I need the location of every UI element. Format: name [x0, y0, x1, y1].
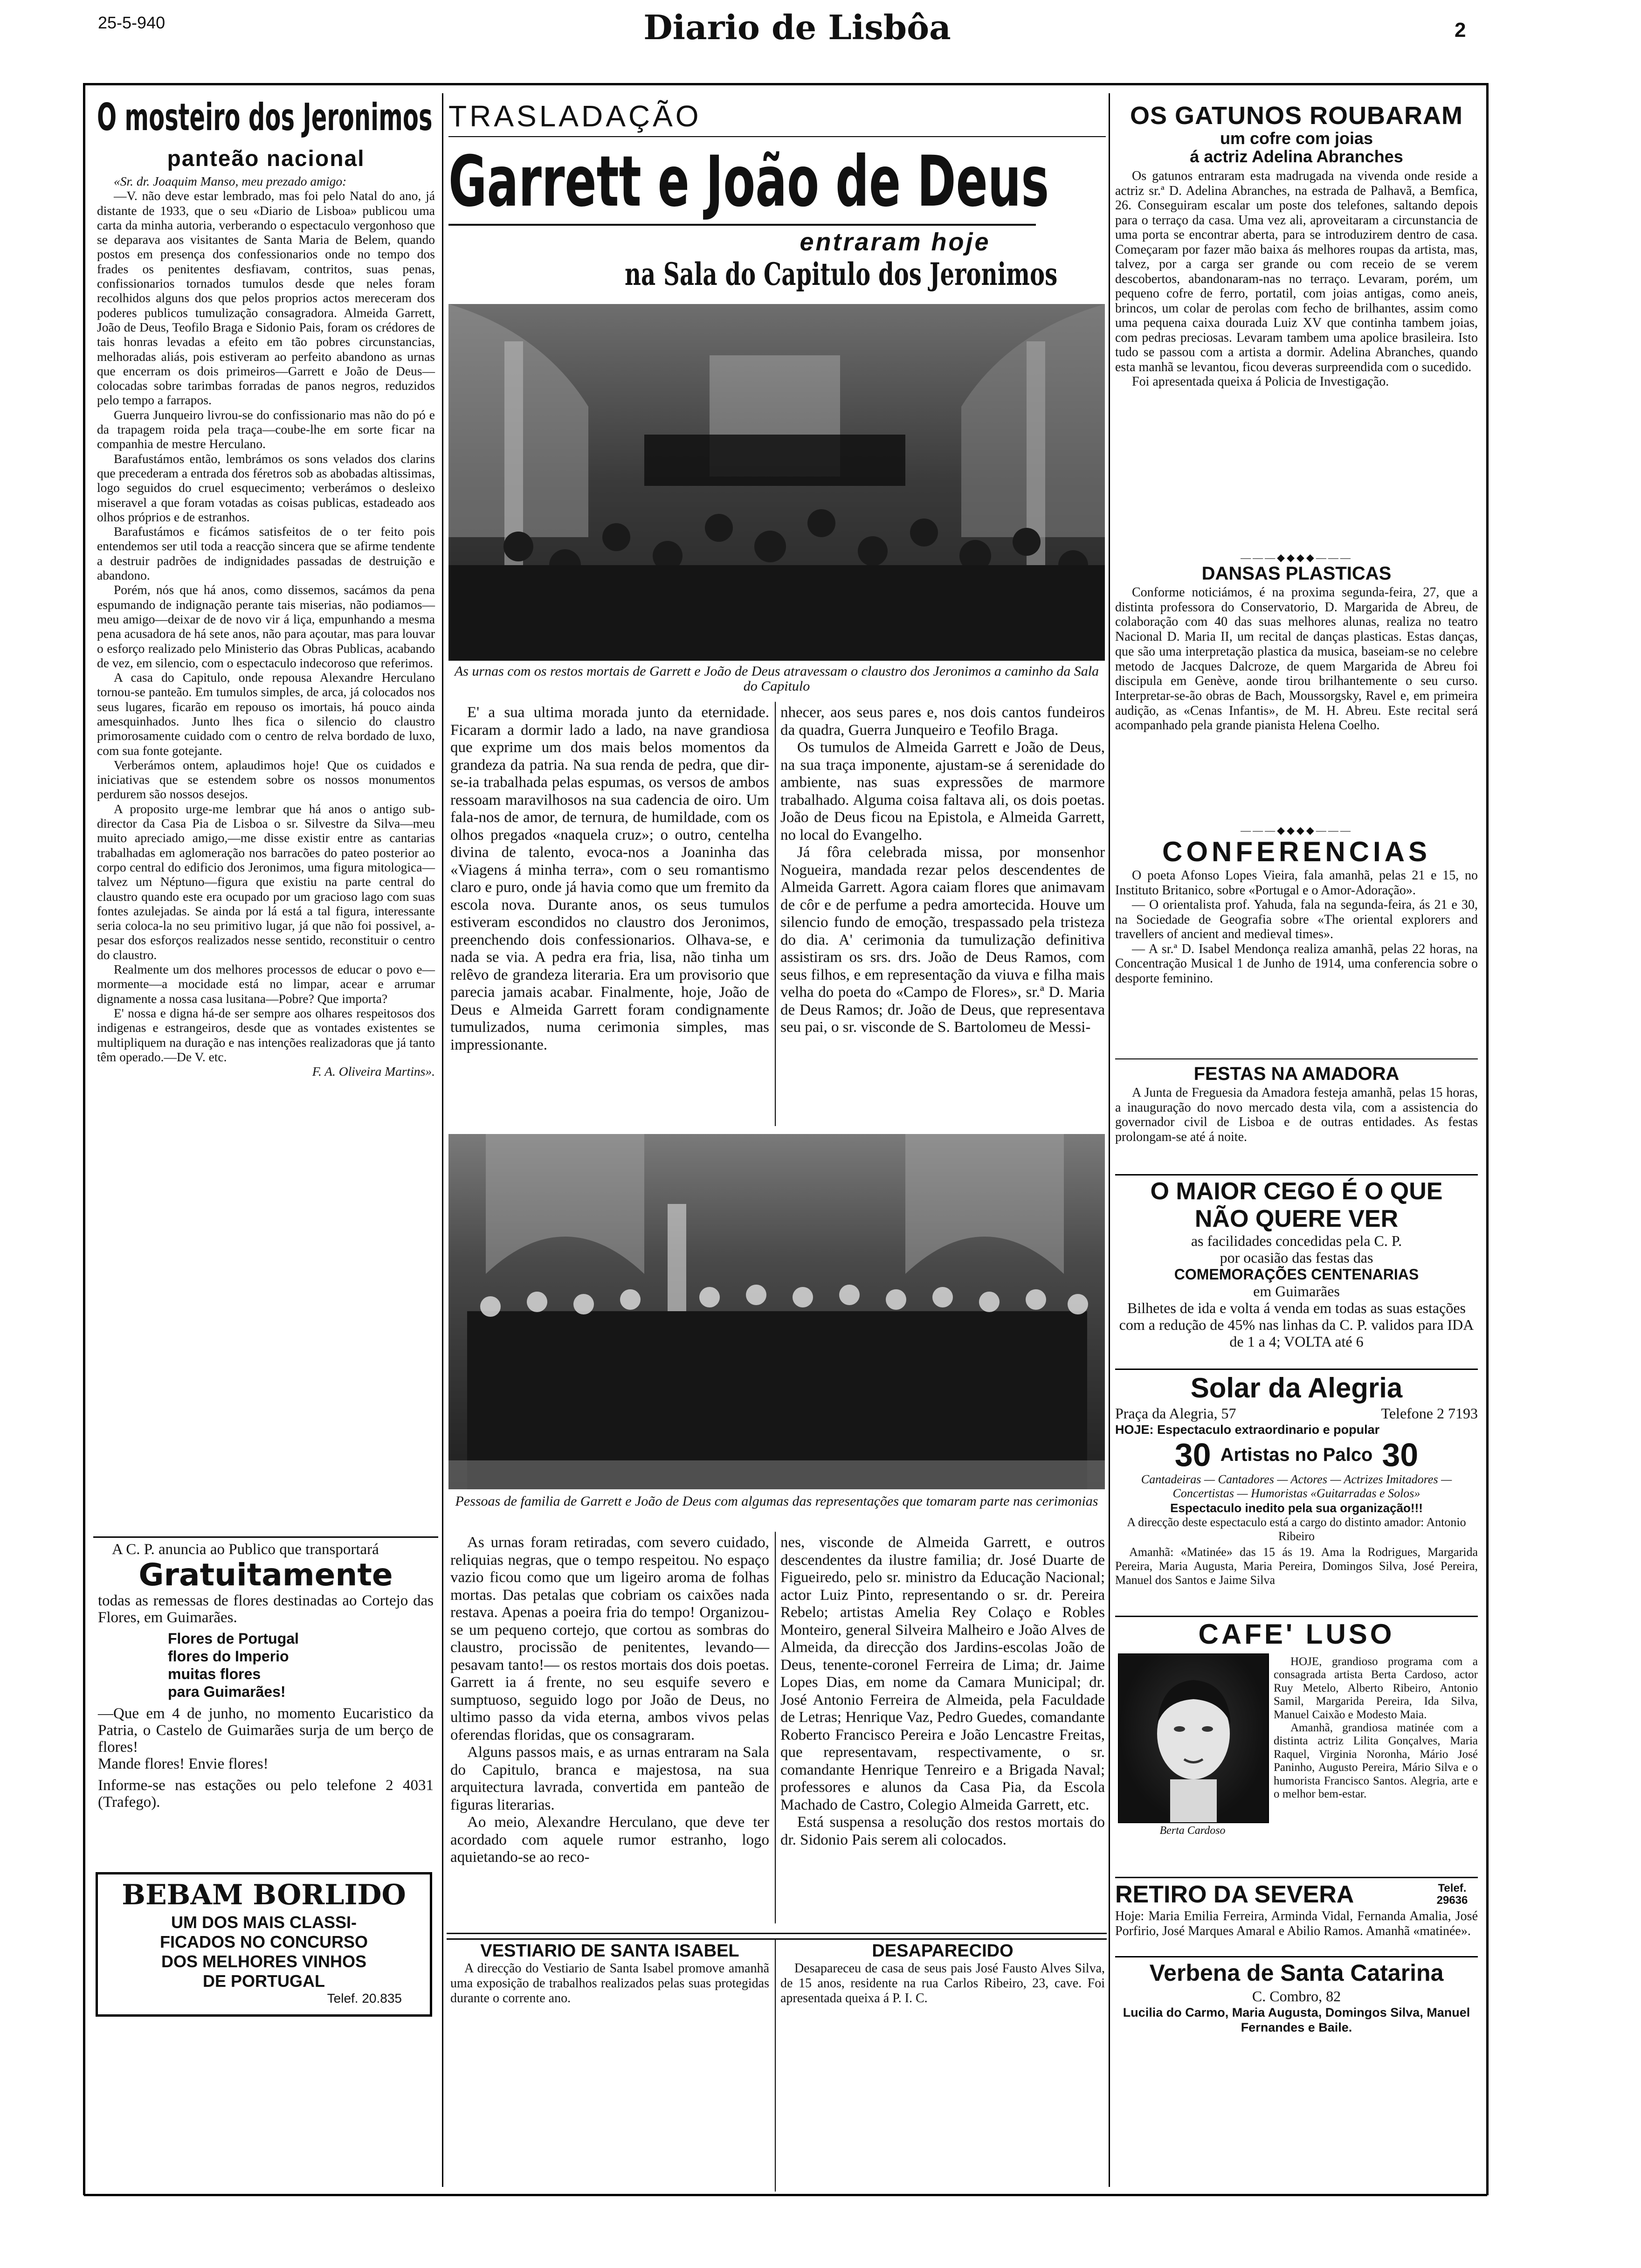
verbena-ad — [1115, 1958, 1478, 2035]
borlido-title: BEBAM BORLIDO — [122, 1879, 406, 1911]
luso-portrait-image — [1119, 1654, 1268, 1822]
caption-1: As urnas com os restos mortais de Garrett e João de Deus atravessam o claustro dos Jeronimos a caminho da Sala do Capitulo — [454, 664, 1099, 694]
mosteiro-paragraph: E' nossa e digna há-de ser sempre aos olhares respeitosos dos indigenas e estrangeiros, desde que as vontades existentes se multipliquem na duração e nas intenções realizadoras que já tanto têm operado.—De V. etc. — [97, 1005, 435, 1064]
luso-paragraph: HOJE, grandioso programa com a consagrada artista Berta Cardoso, actor Ruy Metelo, Alberto Ribeiro, Antonio Samil, Margarida Pereira, Ida Silva, Manuel Caixão e Modesto Maia. — [1274, 1655, 1478, 1721]
mosteiro-paragraph: Barafustámos e ficámos satisfeitos de o ter feito pois entendemos ser util toda a reacção sincera que se afirme tendente a destruir padrões de indignidades passadas de destruição e abandono. — [97, 524, 435, 583]
flores-line: muitas flores — [168, 1666, 261, 1682]
solar-inedito: Espectaculo inedito pela sua organização!!! — [1170, 1501, 1423, 1515]
column-rule-2 — [1109, 93, 1110, 2187]
mosteiro-headline: O mosteiro dos Jeronimos — [97, 96, 433, 139]
luso-paragraph: Amanhã, grandiosa matinée com a distinta actriz Lilita Gonçalves, Maria Raquel, Virginia Noronha, Mário José Paninho, Augusto Pereira, Mário Silva e o humorista Francisco Santos. Alegria, arte e o melhor bem-estar. — [1274, 1722, 1478, 1801]
solar-tel: Telefone 2 7193 — [1381, 1405, 1478, 1422]
right-divider — [1115, 1877, 1478, 1878]
conferencias-paragraph: — A sr.ª D. Isabel Mendonça realiza amanhã, pelas 22 horas, na Concentração Musical 1 de Junho de 1914, uma conferencia sobre o desporte feminino. — [1115, 941, 1478, 986]
borlido-line: FICADOS NO CONCURSO — [159, 1932, 368, 1951]
right-divider — [1115, 1369, 1478, 1370]
solar-title: Solar da Alegria — [1190, 1372, 1403, 1404]
ornament-divider: ———◆◆◆◆——— — [1241, 824, 1352, 836]
flores-big: Gratuitamente — [138, 1557, 393, 1593]
severa-tel: Telef. 29636 — [1436, 1882, 1468, 1907]
flores-text3: Mande flores! Envie flores! — [98, 1756, 269, 1772]
borlido-tel: Telef. 20.835 — [327, 1991, 402, 2005]
amadora-article — [1115, 1062, 1478, 1144]
cego-l7: Bilhetes de ida e volta á venda em todas as suas estações com a redução de 45% nas linhas da C. P. validos para IDA de 1 a 4; VOLTA até 6 — [1119, 1300, 1474, 1350]
flores-line: flores do Imperio — [168, 1648, 289, 1665]
cego-ad — [1115, 1177, 1478, 1350]
mosteiro-paragraph: Realmente um dos melhores processos de educar o povo e—mormente—a mocidade está no limpar, acear e arrumar dignamente a nossa casa lusitana—Pobre? Que importa? — [97, 962, 435, 1006]
bottom-col-rule — [775, 1940, 776, 2192]
flores-ad — [98, 1541, 434, 1811]
lead-paragraph: Está suspensa a resolução dos restos mortais do dr. Sidonio Pais serem ali colocados. — [780, 1814, 1105, 1848]
lead-paragraph: Ao meio, Alexandre Herculano, que deve ter acordado com aquele rumor estranho, logo aquietando-se ao reco- — [450, 1814, 769, 1866]
solar-address: Praça da Alegria, 57 — [1115, 1405, 1236, 1422]
dansas-article — [1115, 562, 1478, 733]
mosteiro-subhead: panteão nacional — [167, 146, 365, 171]
mosteiro-paragraph: —V. não deve estar lembrado, mas foi pelo Natal do ano, já distante de 1933, que o seu «Diario de Lisboa» publicou uma carta da minha autoria, verberando o espectaculo vergonhoso que se deparava aos visitantes de Santa Maria de Belem, quando postos em presença dos confessionarios onde no tempo dos frades os penitentes desfiavam, contritos, suas penas, confissionarios tornados tumulos desde que neles foram recolhidos alguns dos que pelos proprios actos mereceram dos poderes publicos tumulização consagradora. Almeida Garrett, João de Deus, Teofilo Braga e Sidonio Pais, foram os crédores de tais honras levadas a efeito em tão pobres circunstancias, melhoradas aliás, pois estiveram ao perfeito abandono as urnas que encerram os dois primeiros—Garrett e João de Deus—colocadas sobre tarimbas forradas de panos negros, reduzidos pelo tempo a farrapos. — [97, 188, 435, 408]
luso-title: CAFE' LUSO — [1198, 1618, 1395, 1650]
solar-artistas: Artistas no Palco — [1220, 1444, 1373, 1465]
dansas-text: Conforme noticiámos, é na proxima segunda-feira, 27, que a distinta professora do Conservatorio, D. Margarida de Abreu, de colaboração com 40 das suas melhores alunas, realiza no teatro Nacional D. Maria II, um recital de danças plasticas. Estas danças, que são uma interpretação plastica da musica, baseiam-se no celebre metodo de Jacques Dalcroze, de quem Margarida de Abreu foi discipula em Genève, aonde tirou brilhantemente o seu curso. Interpretar-se-ão obras de Bach, Moussorgsky, Ravel e, em primeira audição, as «Cenas Infantis», de M. H. Abreu. Este recital será acompanhado pela grande pianista Helena Coelho. — [1115, 585, 1478, 733]
photo-family-group — [448, 1134, 1105, 1489]
lead-paragraph: As urnas foram retiradas, com severo cuidado, reliquias negras, que o tempo respeitou. No espaço vazio ficou como que um ligeiro aroma de folhas mortas. Das petalas que cobriam os caixões nada restava. Apenas a poeira fria do tempo! Organizou-se um pequeno cortejo, que cortou as sombras do claustro, procissão de penitentes, levando—pesavam tanto!— os restos mortais dos dois poetas. Garrett ia á frente, no seu esquife severo e sumptuoso, seguido logo por João de Deus, no ultimo passo da vida eterna, ambos vivos pelas oferendas floridas, que os consagraram. — [450, 1534, 769, 1743]
ornament-divider: ———◆◆◆◆——— — [1241, 552, 1352, 563]
frame-left — [83, 83, 85, 2195]
verbena-address: C. Combro, 82 — [1252, 1988, 1341, 2005]
cego-l6: em Guimarães — [1253, 1283, 1340, 1300]
cego-line2: NÃO QUERE VER — [1194, 1205, 1399, 1232]
mosteiro-paragraph: Verberámos ontem, aplaudimos hoje! Que os cuidados e iniciativas que se estendem sobre os nossos monumentos perdurem são nossos desejos. — [97, 757, 435, 802]
verbena-title: Verbena de Santa Catarina — [1149, 1960, 1444, 1986]
vestiario-item — [450, 1941, 769, 2006]
cego-line1: O MAIOR CEGO É O QUE — [1150, 1178, 1443, 1205]
lead-sub1: entraram hoje — [800, 228, 991, 256]
lead-headline: Garrett e João de Deus — [448, 141, 1049, 222]
borlido-line: DE PORTUGAL — [202, 1971, 325, 1991]
borlido-line: DOS MELHORES VINHOS — [161, 1952, 367, 1971]
solar-amanha: Amanhã: «Matinée» das 15 ás 19. Ama la Rodrigues, Margarida Pereira, Maria Augusta, Maria Pereira, Domingos Silva, José Pereira, Manuel dos Santos e Jaime Silva — [1115, 1545, 1478, 1587]
bottom-double-rule — [447, 1933, 1107, 1940]
dansas-title: DANSAS PLASTICAS — [1201, 563, 1392, 584]
amadora-title: FESTAS NA AMADORA — [1193, 1064, 1400, 1084]
gatunos-article — [1115, 102, 1478, 389]
gatunos-paragraph: Foi apresentada queixa á Policia de Investigação. — [1132, 374, 1389, 389]
solar-number: 30 — [1174, 1437, 1211, 1473]
solar-hoje: HOJE: Espectaculo extraordinario e popular — [1115, 1423, 1380, 1437]
conferencias-title: CONFERENCIAS — [1162, 836, 1431, 867]
cego-l3: as facilidades concedidas pela C. P. — [1191, 1232, 1402, 1249]
mosteiro-paragraph: A casa do Capitulo, onde repousa Alexandre Herculano tornou-se panteão. Em tumulos simples, de arca, já colocados nos seus lugares, ficarão em repouso os imortais, há pouco ainda amesquinhados. Junto lhes fica o silencio do claustro primorosamente cuidado com o centro de relva bordado de luxo, com sua fonte gotejante. — [97, 670, 435, 758]
mosteiro-body — [97, 174, 435, 1079]
cego-l4: por ocasião das festas das — [1220, 1249, 1373, 1266]
lead-paragraph: Alguns passos mais, e as urnas entraram na Sala do Capitulo, branca e majestosa, na sua arquitectura lavrada, convertida em panteão de figuras literarias. — [450, 1744, 769, 1813]
luso-text — [1274, 1655, 1478, 1801]
lead-sub2: na Sala do Capitulo dos Jeronimos — [625, 256, 1058, 292]
lead-paragraph: Já fôra celebrada missa, por monsenhor Nogueira, mandada rezar pelos descendentes de Almeida Garrett. Agora caiam flores que animavam de côr e de perfume a pedra amortecida. Houve um silencio fundo de emoção, trespassado pela tristeza do dia. A' cerimonia da tumulização definitiva assistiram os srs. drs. João de Deus Ramos, com seus filhos, e em representação da viuva e filha mais velha do poeta do «Campo de Flores», sr.ª D. Maria de Deus Ramos; dr. João de Deus, que representava seu pai, o sr. visconde de S. Bartolomeu de Messi- — [780, 844, 1105, 1036]
cego-l5: COMEMORAÇÕES CENTENARIAS — [1174, 1266, 1419, 1283]
gatunos-sub2: á actriz Adelina Abranches — [1190, 147, 1403, 166]
flores-intro: A C. P. anuncia ao Publico que transportará — [112, 1541, 379, 1558]
desaparecido-title: DESAPARECIDO — [872, 1941, 1014, 1961]
borlido-ad — [96, 1872, 432, 2017]
vestiario-text: A direcção do Vestiario de Santa Isabel promove amanhã uma exposição de trabalhos realizados pelas suas protegidas durante o corrente ano. — [450, 1961, 769, 2005]
mosteiro-paragraph: Porém, nós que há anos, como dissemos, sacámos da pena espumando de indignação perante tais miserias, não podiamos—meu amigo—deixar de de novo vir á liça, empunhando a mesma pena acusadora de há sete anos, não para açoutar, mas para louvar o esforço realizado pelo Ministerio das Obras Publicas, acabando de vez, em silencio, com o espectaculo indecoroso que referimos. — [97, 582, 435, 670]
photo-cloister-image — [448, 304, 1105, 661]
lead-paragraph: Os tumulos de Almeida Garrett e João de Deus, na sua traça imponente, ajustam-se á serenidade do ambiente, nas suas expressões de marmore trabalhado. Alguma coisa faltava ali, os dois poetas. João de Deus ficou na Epistola, e Almeida Garrett, no local do Evangelho. — [780, 739, 1105, 844]
lead-paragraph: E' a sua ultima morada junto da eternidade. Ficaram a dormir lado a lado, na nave grandiosa que exprime um dos mais belos momentos da grandeza da patria. Na sua renda de pedra, que dir-se-ia trabalhada pelas espumas, os versos de ambos ressoam maravilhosos na sua cadencia de oiro. Um fala-nos de amor, de ternura, de humildade, com os olhos pregados «naquela cruz»; o outro, centelha divina de talento, evoca-nos a Joaninha das «Viagens á minha terra», com o seu romantismo claro e puro, onde já havia como que um fremito da escola nova. Durante anos, os seus tumulos estiveram escondidos no claustro dos Jeronimos, preenchendo dois confessionarios. Olhava-se, e nada se via. A pedra era fria, lisa, não tinha um relêvo de grandeza literaria. Era um provisorio que parecia jamais acabar. Finalmente, hoje, João de Deus e Almeida Garrett foram condignamente tumulizados, numa cerimonia simples, mas impressionante. — [450, 704, 769, 1053]
conferencias-paragraph: — O orientalista prof. Yahuda, fala na segunda-feira, ás 21 e 30, na Sociedade de Geografia sobre «The oriental explorers and travellers of ancient and medieval times». — [1115, 898, 1478, 941]
right-divider — [1115, 1616, 1478, 1617]
flores-line: para Guimarães! — [168, 1683, 286, 1700]
right-divider — [1115, 1174, 1478, 1175]
mosteiro-article — [97, 96, 435, 1079]
mosteiro-paragraph: Guerra Junqueiro livrou-se do confissionario mas não do pó e da trapagem roida pela traça—coube-lhe em sorte ficar na companhia de mestre Herculano. — [97, 407, 435, 451]
luso-ad — [1115, 1618, 1478, 1870]
mosteiro-paragraph: A proposito urge-me lembrar que há anos o antigo sub-director da Casa Pia de Lisboa o sr. Silvestre da Silva—meu muito apreciado amigo,—me disse existir entre as cantarias trabalhadas em aglomeração nos barracões do pateo posterior ao corpo central do edificio dos Jeronimos, uma figura mitologica—talvez um Néptuno—figura que existiu na parte central do claustro quando este era ocupado por um gracioso lago com suas fontes azulejadas. Se ainda por lá está a tal figura, interessante seria coloca-la no seu primitivo lugar, já que não foi possivel, a-pesar dos esforços realizados nesse sentido, reconstituir o centro do claustro. — [97, 801, 435, 962]
gatunos-sub1: um cofre com joias — [1220, 129, 1373, 148]
flores-text4: Informe-se nas estações ou pelo telefone 2 4031 (Trafego). — [98, 1777, 434, 1811]
frame-right — [1486, 83, 1489, 2195]
right-divider — [1115, 1956, 1478, 1957]
conferencias-article — [1115, 836, 1478, 986]
gatunos-title: OS GATUNOS ROUBARAM — [1130, 102, 1463, 130]
masthead-title: Diario de Lisbôa — [643, 7, 951, 47]
flores-lines — [98, 1630, 434, 1701]
gatunos-paragraph: Os gatunos entraram esta madrugada na vivenda onde reside a actriz sr.ª D. Adelina Abranches, na estrada de Palhavã, a Bemfica, 26. Conseguiram escalar um poste dos telefones, saltando depois para o terraço da casa. Uma vez ali, aproveitaram a circunstancia de uma porta se encontrar aberta, para se introduzirem dentro de casa. Começaram por fazer mão baixa ás melhores roupas da artista, mas, talvez, por a carga ser grande ou com receio de se verem descobertos, abandonaram-nas no terraço. Levaram, porém, um pequeno cofre de ferro, portatil, com joias antigas, como aneis, brincos, um colar de perolas com fecho de brilhantes, assim como uma pequena caixa dourada Luiz XV que continha tambem joias, com pedras preciosas. Levaram tambem uma apolice brasileira. Isto tudo se passou com a artista a dormir. Adelina Abranches, quando esta manhã se levantou, ficou deveras surpreendida com o sucedido. — [1115, 169, 1478, 374]
lead-col-rule — [775, 1532, 776, 1923]
lead-col1 — [450, 704, 769, 1054]
desaparecido-item — [780, 1941, 1105, 2006]
masthead-date: 25-5-940 — [98, 13, 165, 32]
flores-text2: —Que em 4 de junho, no momento Eucaristico da Patria, o Castelo de Guimarães surja de um berço de flores! — [98, 1705, 434, 1756]
mosteiro-signature: F. A. Oliveira Martins». — [312, 1064, 435, 1079]
mosteiro-salutation: «Sr. dr. Joaquim Manso, meu prezado amigo: — [114, 174, 347, 188]
photo-family-image — [448, 1134, 1105, 1489]
frame-bottom — [84, 2194, 1487, 2196]
lead-col-rule — [775, 702, 776, 1126]
flores-text: todas as remessas de flores destinadas ao Cortejo das Flores, em Guimarães. — [98, 1592, 434, 1626]
verbena-text: Lucilia do Carmo, Maria Augusta, Domingos Silva, Manuel Fernandes e Baile. — [1123, 2005, 1470, 2034]
right-divider — [1115, 1058, 1478, 1059]
amadora-text: A Junta de Freguesia da Amadora festeja amanhã, pelas 15 horas, a inauguração do novo mercado desta vila, com a assistencia do governador civil de Lisboa e de outras entidades. As festas prolongam-se até á noite. — [1115, 1086, 1478, 1144]
mosteiro-divider — [93, 1536, 438, 1538]
lead-paragraph: nes, visconde de Almeida Garrett, e outros descendentes da ilustre familia; dr. José Duarte de Figueiredo, pelo sr. ministro da Educação Nacional; actor Luiz Pinto, representando o sr. dr. Pereira Rebelo; artistas Amelia Rey Colaço e Robles Monteiro, general Silveira Malheiro e João Alves de Almeida, da direcção dos Jardins-escolas João de Deus, tenente-coronel Ferreira de Lima; dr. Jaime Lopes Dias, em nome da Camara Municipal; dr. José Antonio Ferreira de Almeida, pela Faculdade de Letras; Henrique Vaz, Pedro Guedes, comandante Roberto Francisco Pereira e João Lencastre Freitas, que representavam, respectivamente, o sr. comandante Henrique Tenreiro e a Brigada Naval; professores e alunos da Casa Pia, da Escola Machado de Castro, Colegio Almeida Garrett, etc. — [780, 1534, 1105, 1813]
conferencias-text — [1115, 868, 1478, 986]
lead-paragraph: nhecer, aos seus pares e, nos dois cantos fundeiros da quadra, Guerra Junqueiro e Teofilo Braga. — [780, 704, 1105, 739]
severa-ad — [1115, 1880, 1478, 1939]
mosteiro-paragraph: Barafustámos então, lembrámos os sons velados dos clarins que precederam a entrada dos féretros sob as abobadas altissimas, logo seguidos do cruel esquecimento; verberámos o desleixo miseravel a que foram votadas as coisas publicas, estadeado aos olhos próprios e de estranhos. — [97, 451, 435, 524]
severa-title: RETIRO DA SEVERA — [1115, 1881, 1354, 1908]
page-number: 2 — [1455, 19, 1466, 41]
luso-photo-caption: Berta Cardoso — [1159, 1825, 1226, 1837]
solar-categories: Cantadeiras — Cantadores — Actores — Actrizes Imitadores — Concertistas — Humoristas «Guitarradas e Solos» — [1141, 1473, 1452, 1500]
gatunos-text — [1115, 169, 1478, 389]
lead-col4 — [780, 1534, 1105, 1849]
lead-col2 — [780, 704, 1105, 1037]
solar-direction: A direcção deste espectaculo está a cargo do distinto amador: Antonio Ribeiro — [1127, 1515, 1466, 1543]
lead-kicker: TRASLADAÇÃO — [448, 99, 702, 133]
borlido-lines — [98, 1913, 430, 1991]
solar-number: 30 — [1382, 1437, 1419, 1473]
flores-line: Flores de Portugal — [168, 1630, 299, 1647]
desaparecido-text: Desapareceu de casa de seus pais José Fausto Alves Silva, de 15 anos, residente na rua Carlos Ribeiro, 23, cave. Foi apresentada queixa á P. I. C. — [780, 1961, 1105, 2005]
photo-cloister-procession — [448, 304, 1105, 661]
lead-col3 — [450, 1534, 769, 1867]
frame-top — [84, 83, 1487, 85]
solar-ad — [1115, 1372, 1478, 1587]
luso-portrait — [1118, 1653, 1269, 1823]
headline-rule — [448, 224, 1036, 226]
conferencias-paragraph: O poeta Afonso Lopes Vieira, fala amanhã, pelas 21 e 15, no Instituto Britanico, sobre «Portugal e o Amor-Adoração». — [1115, 868, 1478, 898]
borlido-line: UM DOS MAIS CLASSI- — [171, 1913, 357, 1932]
vestiario-title: VESTIARIO DE SANTA ISABEL — [480, 1941, 739, 1961]
severa-text: Hoje: Maria Emilia Ferreira, Arminda Vidal, Fernanda Amalia, José Porfirio, José Marques Amaral e Abilio Ramos. Amanhã «matinée». — [1115, 1909, 1478, 1938]
caption-2: Pessoas de familia de Garrett e João de Deus com algumas das representações que tomaram parte nas cerimonias — [455, 1494, 1098, 1509]
kicker-rule — [448, 136, 1106, 137]
column-rule-1 — [442, 93, 443, 2187]
